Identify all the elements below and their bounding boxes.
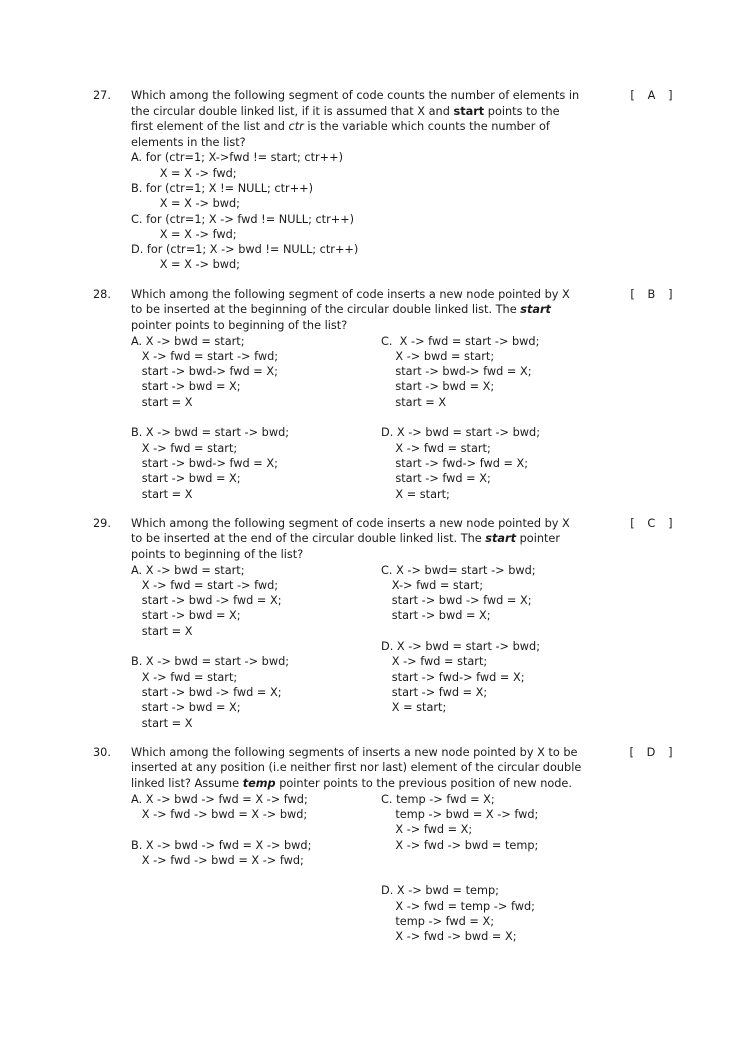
option-B[interactable]: [131, 639, 381, 731]
option-code-line: start -> bwd -> fwd = X;: [131, 594, 282, 608]
option-code-line: start -> bwd-> fwd = X;: [131, 456, 278, 470]
question-header: [93, 287, 673, 334]
stem-fragment: Which among the following segment of code inserts a new node pointed by X to be inserted at the beginning of the circular double linked list. The: [131, 287, 570, 317]
option-code-line: start -> bwd = X;: [131, 701, 241, 715]
option-D[interactable]: [381, 624, 641, 716]
question-number: 29.: [93, 516, 111, 530]
stem-fragment: start: [453, 104, 485, 118]
stem-fragment: Which among the following segment of code inserts a new node pointed by X to be inserted at the end of the circular double linked list. The: [131, 516, 570, 546]
option-code-line: start = X: [381, 395, 447, 409]
option-code-line: start -> fwd-> fwd = X;: [381, 670, 525, 684]
option-C[interactable]: [381, 334, 641, 410]
option-A[interactable]: [131, 334, 381, 410]
option-column-options_right: [381, 792, 641, 945]
option-code-line: B. X -> bwd -> fwd = X -> bwd;: [131, 838, 312, 852]
option-code-line: start -> fwd-> fwd = X;: [381, 456, 529, 470]
option-code-line: B. X -> bwd = start -> bwd;: [131, 655, 290, 669]
option-code-line: start -> bwd = X;: [131, 609, 241, 623]
option-code-line: [131, 822, 381, 837]
stem-fragment: start: [485, 532, 517, 546]
question-number: 30.: [93, 745, 111, 759]
question-stem: [131, 287, 583, 334]
stem-fragment: pointer points to beginning of the list?: [131, 532, 561, 561]
option-code-line: start -> bwd = X;: [131, 380, 241, 394]
option-code-line: start -> bwd-> fwd = X;: [131, 365, 278, 379]
option-code-line: [381, 868, 641, 883]
option-B[interactable]: [131, 410, 381, 502]
option-code-line: D. for (ctr=1; X -> bwd != NULL; ctr++): [131, 243, 359, 257]
option-code-line: X -> fwd = start -> fwd;: [131, 349, 279, 363]
stem-fragment: Which among the following segment of code counts the number of elements in the circular double linked list, if it is assumed that X and: [131, 89, 580, 118]
option-code-line: X -> fwd = X;: [381, 823, 473, 837]
option-code-line: A. X -> bwd = start;: [131, 334, 245, 348]
option-C[interactable]: [381, 792, 641, 853]
stem-fragment: temp: [242, 777, 276, 791]
option-code-line: X -> fwd = start;: [381, 441, 491, 455]
option-A[interactable]: [131, 150, 673, 181]
option-code-line: A. X -> bwd = start;: [131, 563, 245, 577]
stem-fragment: is the variable which counts the number of elements in the list?: [131, 120, 550, 149]
question-header: [93, 516, 673, 563]
option-code-line: C. for (ctr=1; X -> fwd != NULL; ctr++): [131, 212, 355, 226]
question-27: [93, 88, 673, 273]
answer-key: [ A ]: [630, 89, 673, 102]
option-code-line: start -> fwd = X;: [381, 685, 488, 699]
option-code-line: D. X -> bwd = start -> bwd;: [381, 640, 540, 654]
option-code-line: start = X: [131, 487, 193, 501]
option-code-line: X -> bwd = start;: [381, 349, 495, 363]
question-30: [93, 745, 673, 944]
option-B[interactable]: [131, 822, 381, 868]
option-code-line: X -> fwd = start -> fwd;: [131, 578, 279, 592]
option-column-options_left: [131, 792, 381, 868]
option-columns: [131, 334, 673, 502]
option-A[interactable]: [131, 563, 381, 639]
option-code-line: X-> fwd = start;: [381, 578, 484, 592]
option-columns: [131, 792, 673, 944]
option-code-line: X = X -> fwd;: [131, 166, 237, 180]
option-B[interactable]: [131, 181, 673, 212]
option-code-line: X -> fwd -> bwd = temp;: [381, 838, 539, 852]
option-column-options_right: [381, 334, 641, 502]
stem-fragment: start: [520, 303, 551, 317]
question-stem: [131, 516, 583, 563]
question-header: [93, 745, 673, 792]
option-D[interactable]: [131, 242, 673, 273]
option-code-line: X = X -> bwd;: [131, 258, 240, 272]
option-code-line: [131, 639, 381, 654]
option-list: [131, 150, 673, 272]
answer-key: [ C ]: [630, 516, 673, 530]
option-code-line: start = X: [131, 716, 193, 730]
option-D[interactable]: [381, 410, 641, 502]
option-list: [131, 792, 673, 944]
option-code-line: X -> fwd -> bwd = X -> fwd;: [131, 853, 304, 867]
option-column-options_left: [131, 150, 673, 272]
option-column-options_right: [381, 563, 641, 716]
question-number: 27.: [93, 89, 111, 102]
option-code-line: X -> fwd = temp -> fwd;: [381, 899, 535, 913]
option-code-line: X -> fwd -> bwd = X;: [381, 930, 517, 944]
question-28: [93, 287, 673, 502]
stem-fragment: Which among the following segments of inserts a new node pointed by X to be inserted at any position (i.e neither first nor last) element of the circular double linked list? Assume: [131, 745, 582, 791]
option-column-options_left: [131, 334, 381, 502]
option-code-line: X -> fwd = start;: [131, 670, 238, 684]
option-code-line: start -> bwd -> fwd = X;: [381, 594, 532, 608]
option-code-line: B. X -> bwd = start -> bwd;: [131, 426, 290, 440]
option-C[interactable]: [381, 563, 641, 624]
option-columns: [131, 563, 673, 731]
option-code-line: temp -> bwd = X -> fwd;: [381, 807, 539, 821]
option-code-line: C. X -> bwd= start -> bwd;: [381, 563, 536, 577]
option-code-line: start = X: [131, 624, 193, 638]
answer-key: [ D ]: [629, 745, 673, 759]
option-column-options_left: [131, 563, 381, 731]
option-code-line: start -> fwd = X;: [381, 472, 491, 486]
option-D[interactable]: [381, 853, 641, 945]
question-list: [93, 88, 673, 944]
option-code-line: X = start;: [381, 701, 447, 715]
option-code-line: [381, 410, 641, 425]
option-code-line: [381, 624, 641, 639]
option-code-line: C. X -> fwd = start -> bwd;: [381, 334, 540, 348]
answer-key: [ B ]: [630, 287, 673, 301]
question-stem: [131, 745, 583, 792]
option-code-line: start -> bwd = X;: [131, 472, 241, 486]
stem-fragment: points to the first element of the list and: [131, 104, 560, 134]
stem-fragment: pointer points to beginning of the list?: [131, 318, 348, 332]
option-code-line: C. temp -> fwd = X;: [381, 792, 495, 806]
option-code-line: start -> bwd-> fwd = X;: [381, 365, 532, 379]
option-code-line: D. X -> bwd = temp;: [381, 884, 499, 898]
option-code-line: B. for (ctr=1; X != NULL; ctr++): [131, 181, 314, 195]
option-code-line: X -> fwd = start;: [131, 441, 238, 455]
option-code-line: start -> bwd = X;: [381, 609, 491, 623]
option-code-line: [131, 410, 381, 425]
option-code-line: A. X -> bwd -> fwd = X -> fwd;: [131, 792, 308, 806]
option-list: [131, 334, 673, 502]
option-code-line: X = X -> fwd;: [131, 227, 237, 241]
option-code-line: X = start;: [381, 487, 450, 501]
option-A[interactable]: [131, 792, 381, 823]
option-code-line: start -> bwd -> fwd = X;: [131, 685, 282, 699]
option-code-line: [381, 853, 641, 868]
stem-fragment: pointer points to the previous position of new node.: [275, 777, 572, 791]
option-code-line: start -> bwd = X;: [381, 380, 495, 394]
option-code-line: X -> fwd -> bwd = X -> bwd;: [131, 807, 308, 821]
question-number: 28.: [93, 287, 111, 301]
option-code-line: X -> fwd = start;: [381, 655, 488, 669]
stem-fragment: ctr: [288, 120, 304, 134]
question-29: [93, 516, 673, 731]
option-code-line: X = X -> bwd;: [131, 197, 240, 211]
option-C[interactable]: [131, 212, 673, 243]
question-stem: [131, 88, 583, 150]
option-code-line: D. X -> bwd = start -> bwd;: [381, 426, 540, 440]
question-header: [93, 88, 673, 150]
option-list: [131, 563, 673, 731]
option-code-line: temp -> fwd = X;: [381, 915, 495, 928]
option-code-line: start = X: [131, 395, 193, 409]
option-code-line: A. for (ctr=1; X->fwd != start; ctr++): [131, 151, 343, 165]
